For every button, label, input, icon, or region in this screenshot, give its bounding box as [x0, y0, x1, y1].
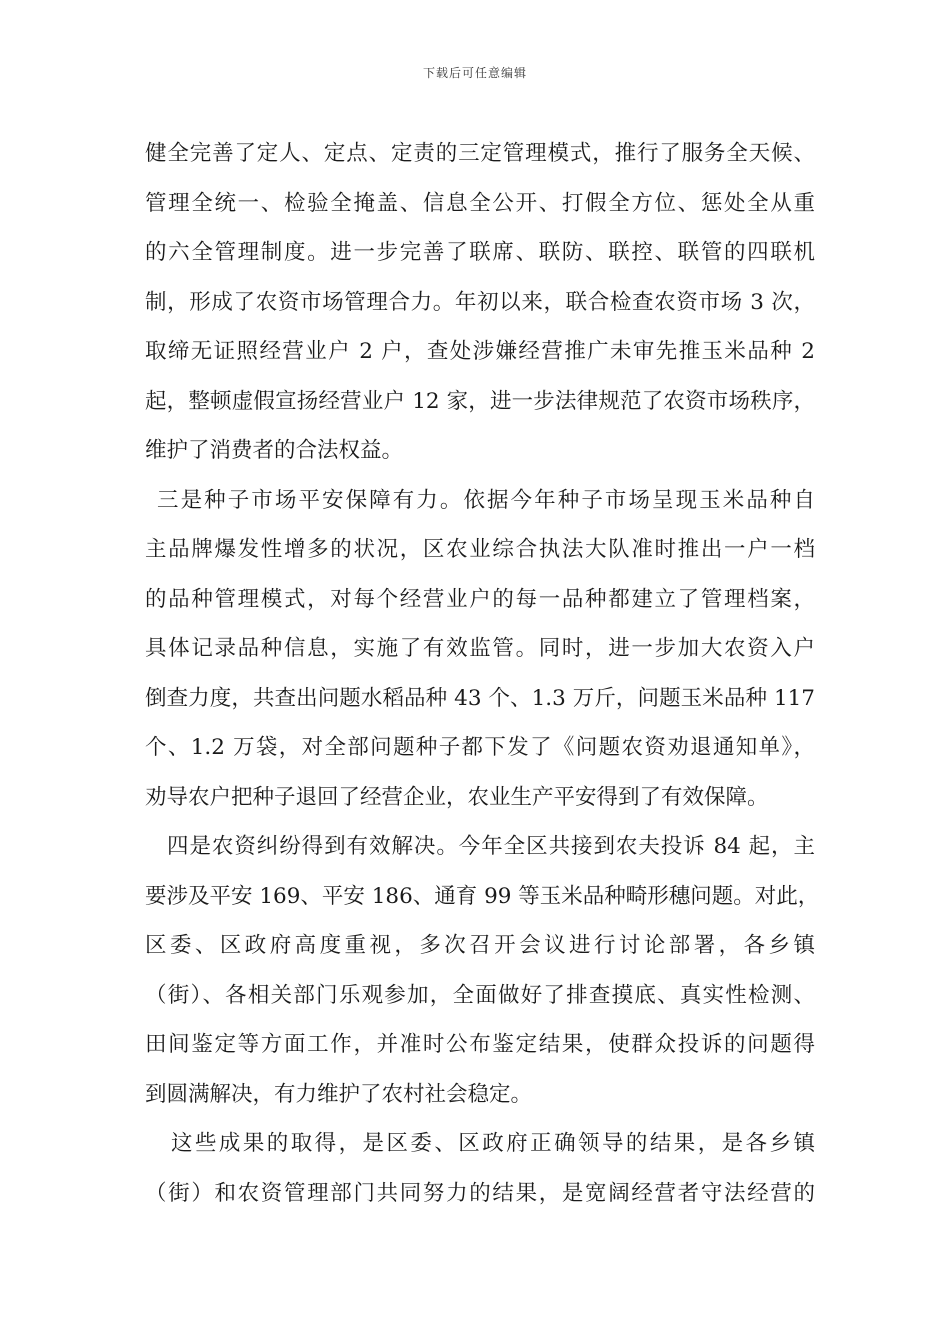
text-line: 这些成果的取得，是区委、区政府正确领导的结果，是各乡镇	[171, 1131, 815, 1156]
text-line: 健全完善了定人、定点、定责的三定管理模式，推行了服务全天候、	[145, 141, 815, 166]
text-line: （街）、各相关部门乐观参加，全面做好了排查摸底、真实性检测、	[145, 982, 815, 1008]
text-line: 区委、区政府高度重视，多次召开会议进行讨论部署，各乡镇	[145, 933, 815, 958]
text-line: 到圆满解决，有力维护了农村社会稳定。	[145, 1081, 533, 1107]
text-line: 的品种管理模式，对每个经营业户的每一品种都建立了管理档案，	[145, 586, 815, 612]
page-header: 下载后可任意编辑	[422, 66, 527, 80]
text-line: 具体记录品种信息，实施了有效监管。同时，进一步加大农资入户	[145, 636, 815, 661]
text-line: 维护了消费者的合法权益。	[145, 438, 404, 463]
text-line: 要涉及平安 169、平安 186、通育 99 等玉米品种畸形穗问题。对此，	[145, 883, 820, 909]
text-line: 制，形成了农资市场管理合力。年初以来，联合检查农资市场 3 次，	[145, 289, 815, 315]
text-line: 四是农资纠纷得到有效解决。今年全区共接到农夫投诉 84 起，主	[167, 834, 815, 859]
text-line: 个、1.2 万袋，对全部问题种子都下发了《问题农资劝退通知单》，	[145, 735, 815, 760]
text-line: 管理全统一、检验全掩盖、信息全公开、打假全方位、惩处全从重	[145, 190, 815, 216]
text-line: 的六全管理制度。进一步完善了联席、联防、联控、联管的四联机	[145, 240, 815, 265]
text-line: 三是种子市场平安保障有力。依据今年种子市场呈现玉米品种自	[157, 487, 815, 513]
text-line: 劝导农户把种子退回了经营企业，农业生产平安得到了有效保障。	[145, 784, 769, 810]
text-line: 起，整顿虚假宣扬经营业户 12 家，进一步法律规范了农资市场秩序，	[145, 388, 815, 414]
text-line: 取缔无证照经营业户 2 户，查处涉嫌经营推广未审先推玉米品种 2	[145, 339, 815, 364]
text-line: 倒查力度，共查出问题水稻品种 43 个、1.3 万斤，问题玉米品种 117	[145, 685, 815, 711]
text-line: 主品牌爆发性增多的状况，区农业综合执法大队准时推出一户一档	[145, 537, 815, 562]
document-body	[145, 129, 820, 1218]
text-line: 田间鉴定等方面工作，并准时公布鉴定结果，使群众投诉的问题得	[145, 1032, 815, 1057]
text-line: （街）和农资管理部门共同努力的结果，是宽阔经营者守法经营的	[145, 1180, 815, 1206]
